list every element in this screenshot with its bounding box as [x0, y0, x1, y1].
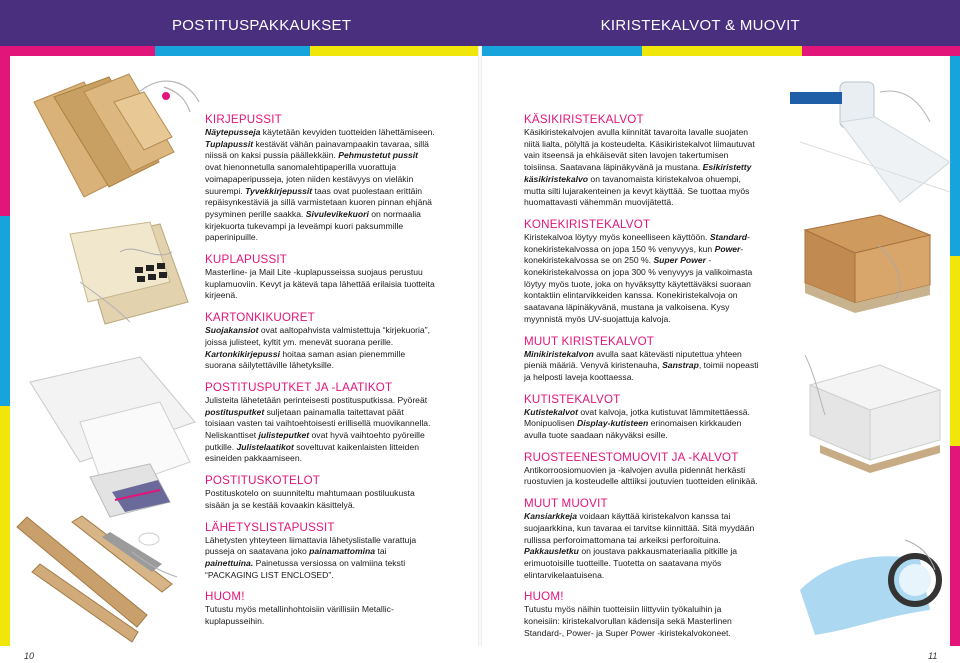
postal-tubes-illustration: [12, 512, 202, 647]
body-text: Kiristekalvoa löytyy myös koneelliseen käyttöön.: [524, 231, 710, 242]
emphasized-term: painamattomina: [309, 546, 376, 557]
right-section-body: [524, 465, 759, 488]
left-page-number: 10: [24, 651, 35, 661]
left-section-body: [205, 267, 435, 302]
emphasized-term: Pakkausletku: [524, 546, 579, 557]
body-text: Postituskotelo on suunniteltu mahtumaan postiluukusta sisään ja se kestää kovaakin käsittelyä.: [205, 488, 415, 510]
page-header: [0, 0, 960, 46]
stripe-yellow-right: [642, 46, 802, 56]
right-section-title: HUOM!: [524, 590, 564, 604]
right-bar-cyan: [950, 56, 960, 256]
right-section-title: MUUT KIRISTEKALVOT: [524, 334, 655, 348]
blue-tubing-illustration: [790, 520, 950, 645]
body-text: Masterline- ja Mail Lite -kuplapusseissa suojaus perustuu kuplamuoviin. Kevyt ja kätevä tapa lähettää erilaisia tuotteita kirjeenä.: [205, 267, 435, 301]
body-text: on normaalia kirjekuorta tukevampi ja leveämpi kuori paksummille paperinipuille.: [205, 208, 421, 243]
emphasized-term: Kutistekalvot: [524, 406, 578, 417]
body-text: hoitaa saman asian pienemmille suorana säilytettäville lähetyksille.: [205, 348, 406, 371]
body-text: -konekiristekalvossa on jopa 300 % venyvyys ja valikoimasta löytyy myös tuote, joka on hyväksytty käytettäväksi suoraan kontaktiin elintarvikkeiden kanssa. Konekiristekalvoja on saatavana läpinäkyvänä, mustana ja valkoisena. Kysy myynnistä myös UV-suojattuja kalvoja.: [524, 255, 753, 324]
body-text: Tutustu myös näihin tuotteisiin liittyviin työkaluihin ja koneisiin: kiristekalvorullan kädensija sekä Masterlinen Standard-, Power- ja Super Power -kiristekalvokoneet.: [524, 604, 732, 638]
stripe-magenta-right: [802, 46, 960, 56]
emphasized-term: Suojakansiot: [205, 325, 259, 336]
left-section-title: KARTONKIKUORET: [205, 311, 315, 325]
body-text: Julisteita lähetetään perinteisesti postitusputkissa. Pyöreät: [205, 394, 428, 405]
stripe-magenta-left: [0, 46, 155, 56]
body-text: ovat kalvoja, jotka kutistuvat lämmitettäessä. Monipuolisen: [524, 406, 750, 429]
right-section-body: [524, 604, 759, 639]
left-section-title: POSTITUSKOTELOT: [205, 474, 321, 488]
left-section-title: KUPLAPUSSIT: [205, 253, 288, 267]
emphasized-term: Näytepusseja: [205, 127, 261, 137]
page-gutter: [478, 46, 482, 646]
emphasized-term: painettuina.: [205, 557, 254, 568]
bubble-mailer-illustration: [60, 222, 200, 332]
left-page-title: POSTITUSPAKKAUKSET: [172, 17, 352, 34]
body-text: käytetään kevyiden tuotteiden lähettämiseen.: [260, 127, 435, 137]
body-text: kestävät vähän painavampaakin tavaraa, sillä niissä on kaksi pussia päällekkäin.: [205, 138, 429, 161]
emphasized-term: Sivulevikekuori: [305, 208, 369, 219]
emphasized-term: Standard: [709, 231, 748, 242]
body-text: Antikorroosiomuovien ja -kalvojen avulla pidennät herkästi ruostuvien ja kosteudelle alttiiksi joutuvien tuotteiden elinikää.: [524, 464, 758, 487]
right-page-title: KIRISTEKALVOT & MUOVIT: [600, 17, 800, 34]
emphasized-term: postitusputket: [205, 406, 265, 417]
right-section-title: KUTISTEKALVOT: [524, 392, 621, 406]
body-text: ovat aaltopahvista valmistettuja “kirjekuoria”, joissa julisteet, kyltit ym. menevät suorana perille.: [205, 325, 430, 347]
body-text: soveltuvat kaikenlaisten litteiden esineiden pakkaamiseen.: [205, 441, 420, 464]
left-section-title: HUOM!: [205, 590, 245, 604]
pallet-wrapping-illustration: [790, 205, 950, 320]
body-text: voidaan käyttää kiristekalvon kanssa tai suojaarkkina, kun tavaraa ei tarvitse kiinnittää. Sitä myydään rullissa perforoimattomana tai arkeiksi perforoituina.: [524, 511, 755, 545]
emphasized-term: Kartonkikirjepussi: [205, 348, 280, 359]
emphasized-term: Esikiristetty käsikiristekalvo: [524, 162, 752, 184]
body-text: tai: [375, 546, 387, 557]
right-bar-yellow: [950, 256, 960, 446]
left-text-column: [205, 113, 435, 637]
body-text: on tavanomaista kiristekalvoa ohuempi, mutta silti lujarakenteinen ja kevyt käyttää. Se tuottaa myös huomattavasti vähemmän muovijätettä.: [524, 173, 750, 208]
body-text: ovat hyvä vaihtoehto pyöreille putkille.: [205, 430, 425, 452]
right-section-body: [524, 511, 759, 581]
body-text: taas ovat puolestaan erittäin repäisynkestäviä ja sillä varmistetaan kuoren pinnan ehjänä pysyminen perille saakka.: [205, 185, 432, 219]
right-section-body: [524, 127, 759, 209]
emphasized-term: Sanstrap: [662, 360, 699, 371]
cardboard-folder-illustration: [20, 352, 200, 522]
body-text: Tutustu myös metallinhohtoisiin värillisiin Metallic-kuplapusseihin.: [205, 604, 394, 627]
emphasized-term: julisteputket: [258, 430, 310, 441]
left-section-body: [205, 604, 435, 627]
left-bar-yellow: [0, 406, 10, 646]
right-page-number: 11: [928, 651, 938, 661]
emphasized-term: Power: [714, 243, 741, 254]
body-text: , toimii nopeasti ja helposti laveja koottaessa.: [524, 360, 759, 382]
right-section-body: [524, 349, 759, 384]
emphasized-term: Display-kutisteen: [577, 418, 649, 429]
body-text: Käsikiristekalvojen avulla kiinnität tavaroita lavalle suojaten niitä lialta, pölyltä ja kosteudelta. Käsikiristekalvot liimautuvat vain itseensä ja ehkäisevät siten lavojen takertumisen toisiinsa. Saatavana läpinäkyvänä ja mustana.: [524, 127, 755, 173]
right-section-body: [524, 407, 759, 442]
body-text: Painetussa versiossa on valmiina teksti “PACKAGING LIST ENCLOSED”.: [205, 557, 406, 580]
left-section-title: LÄHETYSLISTAPUSSIT: [205, 520, 335, 534]
emphasized-term: Pehmustetut pussit: [338, 150, 419, 161]
right-section-body: [524, 232, 759, 326]
body-text: -konekiristekalvossa se on 250 %.: [524, 243, 744, 266]
body-text: Lähetysten yhteyteen liimattavia lähetyslistalle varattuja pusseja on saatavana joko: [205, 534, 417, 557]
right-section-title: KONEKIRISTEKALVOT: [524, 217, 651, 231]
body-text: ovat hienonnetulla sanomalehtipaperilla vuorattuja voimapaperipusseja, joten niiden kestävyys on vieläkin suurempi.: [205, 162, 414, 196]
body-text: avulla saat kätevästi niputettua yhteen pieniä määriä. Venyvä kiristenauha,: [524, 348, 742, 371]
left-section-body: [205, 535, 435, 582]
body-text: suljetaan painamalla taitettavat päät toisiaan vasten tai vaihtoehtoisesti erillisellä muovikannella. Neliskanttiset: [205, 406, 431, 441]
right-bar-magenta: [950, 446, 960, 646]
envelopes-illustration: [14, 62, 204, 212]
emphasized-term: Julistelaatikot: [236, 441, 294, 452]
body-text: on joustava pakkausmateriaalia pitkille ja erimuotoisille tuotteille. Tuotetta on saatavana myös elintarvikelaatuisena.: [524, 546, 738, 580]
emphasized-term: Super Power: [653, 255, 706, 266]
left-section-body: [205, 395, 435, 465]
left-section-title: KIRJEPUSSIT: [205, 113, 282, 126]
left-bar-cyan: [0, 216, 10, 406]
right-section-title: RUOSTEENESTOMUOVIT JA -KALVOT: [524, 450, 739, 464]
right-section-title: MUUT MUOVIT: [524, 497, 608, 511]
shrink-film-illustration: [800, 345, 950, 480]
right-text-column: [524, 113, 759, 649]
emphasized-term: Minikiristekalvon: [524, 348, 594, 359]
body-text: -konekiristekalvossa on jopa 150 % venyvyys, kun: [524, 231, 750, 254]
emphasized-term: Tuplapussit: [205, 138, 254, 149]
left-section-body: [205, 127, 435, 244]
left-section-body: [205, 325, 435, 372]
left-section-title: POSTITUSPUTKET JA -LAATIKOT: [205, 380, 393, 394]
left-section-body: [205, 488, 435, 511]
left-bar-magenta: [0, 56, 10, 216]
body-text: erinomaisen kirkkauden avulla tuote saadaan näkyväksi esille.: [524, 418, 742, 441]
emphasized-term: Tyvekkirjepussit: [245, 185, 313, 196]
stripe-cyan-left: [155, 46, 310, 56]
hand-stretch-film-illustration: [780, 62, 950, 217]
right-section-title: KÄSIKIRISTEKALVOT: [524, 113, 644, 126]
emphasized-term: Kansiarkkeja: [524, 511, 578, 522]
stripe-cyan-right: [482, 46, 642, 56]
stripe-yellow-left: [310, 46, 478, 56]
